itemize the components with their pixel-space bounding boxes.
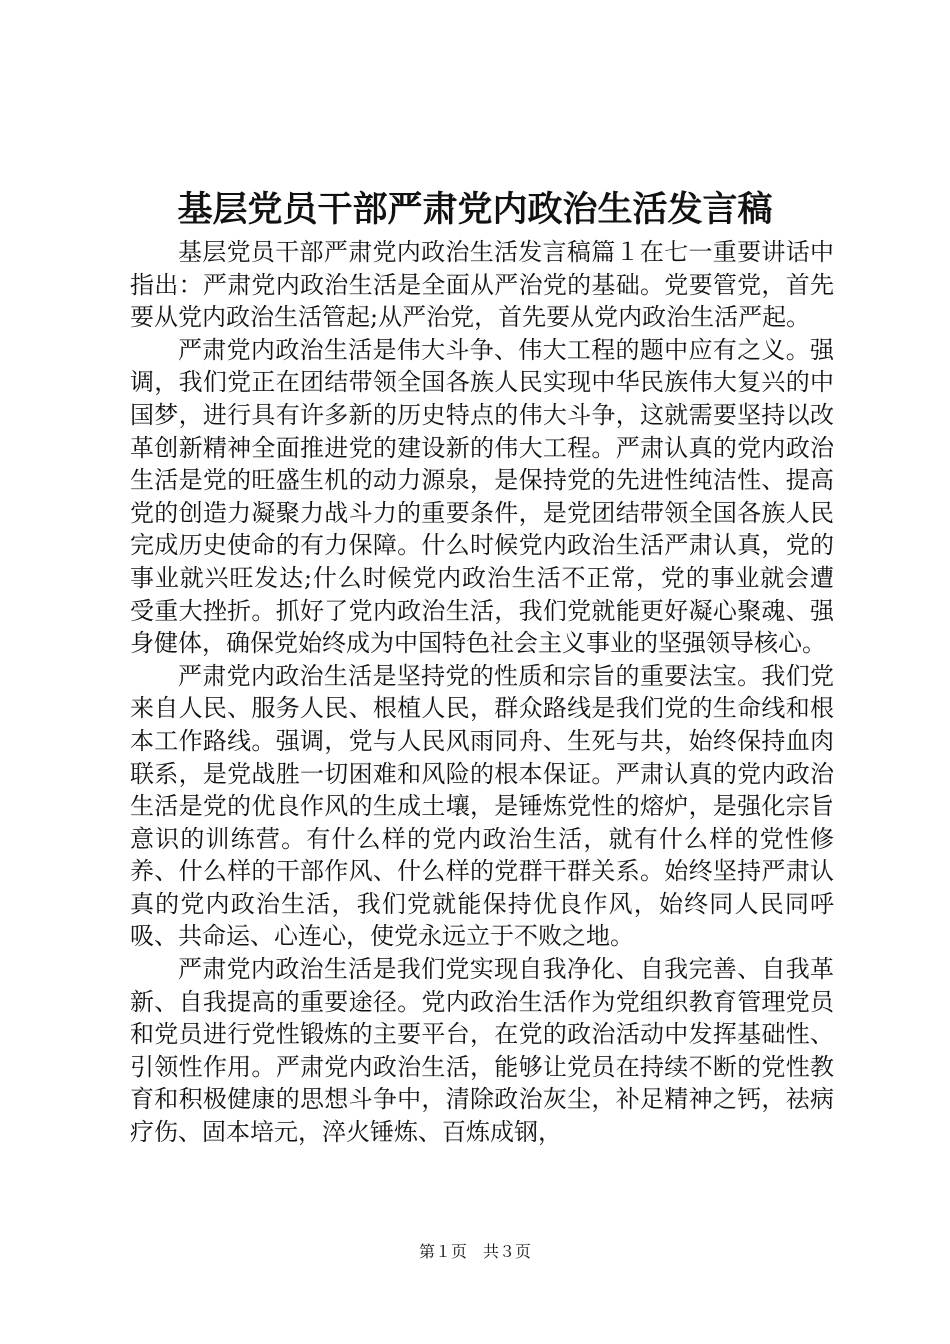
- page-number-label: 第１页 共３页: [418, 1242, 531, 1261]
- paragraph-2: 严肃党内政治生活是伟大斗争、伟大工程的题中应有之义。强调，我们党正在团结带领全国各族人民实现中华民族伟大复兴的中国梦，进行具有许多新的历史特点的伟大斗争，这就需要坚持以改革创新精神全面推进党的建设新的伟大工程。严肃认真的党内政治生活是党的旺盛生机的动力源泉，是保持党的先进性纯洁性、提高党的创造力凝聚力战斗力的重要条件，是党团结带领全国各族人民完成历史使命的有力保障。什么时候党内政治生活严肃认真，党的事业就兴旺发达;什么时候党内政治生活不正常，党的事业就会遭受重大挫折。抓好了党内政治生活，我们党就能更好凝心聚魂、强身健体，确保党始终成为中国特色社会主义事业的坚强领导核心。: [130, 335, 834, 658]
- page-footer: [0, 1241, 950, 1263]
- document-body: [130, 236, 834, 1149]
- paragraph-4: 严肃党内政治生活是我们党实现自我净化、自我完善、自我革新、自我提高的重要途径。党内政治生活作为党组织教育管理党员和党员进行党性锻炼的主要平台，在党的政治活动中发挥基础性、引领性作用。严肃党内政治生活，能够让党员在持续不断的党性教育和积极健康的思想斗争中，清除政治灰尘，补足精神之钙，祛病疗伤、固本培元，淬火锤炼、百炼成钢，: [130, 955, 834, 1147]
- document-title: 基层党员干部严肃党内政治生活发言稿: [177, 189, 773, 230]
- paragraph-1: 基层党员干部严肃党内政治生活发言稿篇１在七一重要讲话中指出：严肃党内政治生活是全面从严治党的基础。党要管党，首先要从党内政治生活管起;从严治党，首先要从党内政治生活严起。: [130, 238, 834, 332]
- paragraph-3: 严肃党内政治生活是坚持党的性质和宗旨的重要法宝。我们党来自人民、服务人民、根植人民，群众路线是我们党的生命线和根本工作路线。强调，党与人民风雨同舟、生死与共，始终保持血肉联系，是党战胜一切困难和风险的根本保证。严肃认真的党内政治生活是党的优良作风的生成土壤，是锤炼党性的熔炉，是强化宗旨意识的训练营。有什么样的党内政治生活，就有什么样的党性修养、什么样的干部作风、什么样的党群干群关系。始终坚持严肃认真的党内政治生活，我们党就能保持优良作风，始终同人民同呼吸、共命运、心连心，使党永远立于不败之地。: [130, 661, 834, 951]
